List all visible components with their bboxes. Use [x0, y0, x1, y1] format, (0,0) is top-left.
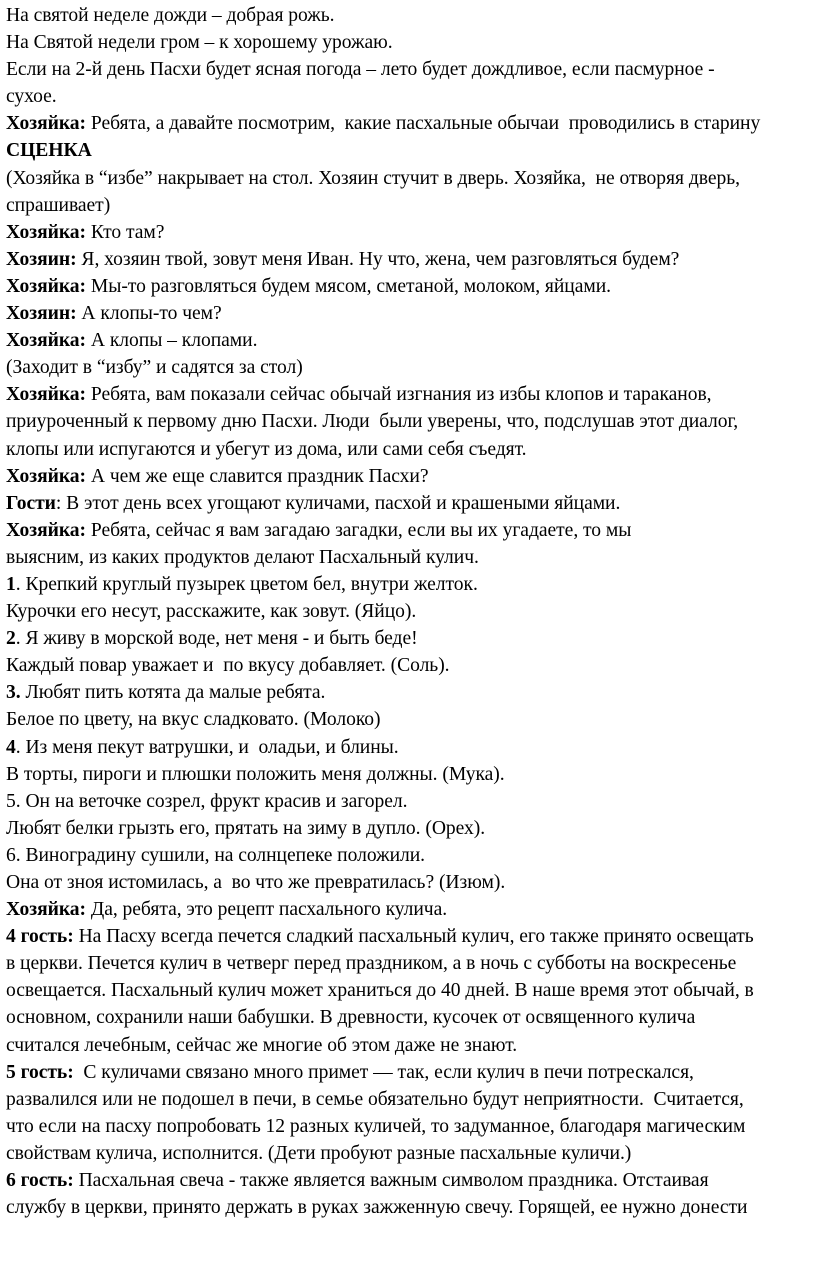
speaker-label: 4 гость: [6, 926, 74, 948]
text-line [6, 1004, 810, 1031]
text-line [6, 815, 810, 842]
speaker-label: Хозяйка: [6, 330, 87, 352]
line-text: : В этот день всех угощают куличами, пасхой и крашеными яйцами. [55, 492, 621, 514]
text-line [6, 137, 810, 164]
line-text: что если на пасху попробовать 12 разных куличей, то задуманное, благодаря магическим [6, 1115, 746, 1137]
text-line [6, 165, 810, 192]
text-line [6, 490, 810, 517]
line-text: Ребята, а давайте посмотрим, какие пасхальные обычаи проводились в старину [86, 113, 761, 135]
line-text: сухое. [6, 86, 57, 108]
text-line [6, 598, 810, 625]
text-line [6, 679, 810, 706]
text-line [6, 517, 810, 544]
speaker-label: Хозяйка: [6, 275, 87, 297]
line-text: Любят пить котята да малые ребята. [20, 682, 326, 704]
speaker-label: Хозяйка: [6, 519, 87, 541]
line-text: свойствам кулича, исполнится. (Дети пробуют разные пасхальные куличи.) [6, 1142, 632, 1164]
text-line [6, 1032, 810, 1059]
line-text: спрашивает) [6, 194, 111, 216]
text-line [6, 950, 810, 977]
line-text: считался лечебным, сейчас же многие об этом даже не знают. [6, 1034, 518, 1056]
line-text: А чем же еще славится праздник Пасхи? [86, 465, 429, 487]
text-line [6, 219, 810, 246]
line-text: Пасхальная свеча - также является важным символом праздника. Отстаивая [73, 1170, 709, 1192]
line-text: Каждый повар уважает и по вкусу добавляет. (Соль). [6, 655, 450, 677]
text-line [6, 652, 810, 679]
speaker-label: 4 [6, 736, 16, 758]
text-line [6, 2, 810, 29]
line-text: выясним, из каких продуктов делают Пасхальный кулич. [6, 546, 479, 568]
line-text: приуроченный к первому дню Пасхи. Люди были уверены, что, подслушав этот диалог, [6, 411, 739, 433]
line-text: клопы или испугаются и убегут из дома, или сами себя съедят. [6, 438, 527, 460]
text-line [6, 408, 810, 435]
speaker-label: 1 [6, 573, 16, 595]
text-line [6, 977, 810, 1004]
text-line [6, 381, 810, 408]
line-text: . Крепкий круглый пузырек цветом бел, внутри желток. [15, 573, 478, 595]
text-line [6, 354, 810, 381]
speaker-label: Хозяйка: [6, 221, 87, 243]
text-line [6, 246, 810, 273]
text-line [6, 734, 810, 761]
text-line [6, 761, 810, 788]
speaker-label: 2 [6, 628, 16, 650]
speaker-label: Хозяйка: [6, 899, 87, 921]
speaker-label: СЦЕНКА [6, 140, 92, 162]
text-line [6, 1059, 810, 1086]
speaker-label: Хозяйка: [6, 465, 87, 487]
line-text: Ребята, вам показали сейчас обычай изгнания из избы клопов и тараканов, [86, 384, 712, 406]
line-text: Ребята, сейчас я вам загадаю загадки, если вы их угадаете, то мы [86, 519, 632, 541]
line-text: (Хозяйка в “избе” накрывает на стол. Хозяин стучит в дверь. Хозяйка, не отворяя дверь, [6, 167, 740, 189]
speaker-label: Хозяин: [6, 248, 77, 270]
text-line [6, 706, 810, 733]
line-text: Белое по цвету, на вкус сладковато. (Молоко) [6, 709, 381, 731]
line-text: Я, хозяин твой, зовут меня Иван. Ну что, жена, чем разговляться будем? [76, 248, 680, 270]
text-line [6, 436, 810, 463]
line-text: . Я живу в морской воде, нет меня - и быть беде! [15, 628, 418, 650]
speaker-label: 6 гость: [6, 1170, 74, 1192]
text-line [6, 29, 810, 56]
line-text: Она от зноя истомилась, а во что же превратилась? (Изюм). [6, 872, 506, 893]
line-text: На Святой недели гром – к хорошему урожаю. [6, 32, 393, 54]
line-text: В торты, пироги и плюшки положить меня должны. (Мука). [6, 763, 505, 785]
speaker-label: Хозяйка: [6, 113, 87, 135]
line-text: Кто там? [86, 221, 165, 243]
text-line [6, 842, 810, 869]
text-line [6, 273, 810, 300]
speaker-label: 5 гость: [6, 1061, 74, 1083]
text-line [6, 869, 810, 896]
line-text: Курочки его несут, расскажите, как зовут. (Яйцо). [6, 601, 417, 623]
line-text: службу в церкви, принято держать в руках зажженную свечу. Горящей, ее нужно донести [6, 1197, 748, 1219]
line-text: С куличами связано много примет — так, если кулич в печи потрескался, [73, 1061, 694, 1083]
text-line [6, 896, 810, 923]
text-line [6, 1113, 810, 1140]
speaker-label: Хозяин: [6, 303, 77, 325]
text-line [6, 571, 810, 598]
speaker-label: 3. [6, 682, 21, 704]
line-text: Любят белки грызть его, прятать на зиму в дупло. (Орех). [6, 817, 486, 839]
line-text: (Заходит в “избу” и садятся за стол) [6, 357, 303, 379]
line-text: 5. Он на веточке созрел, фрукт красив и загорел. [6, 790, 408, 812]
line-text: . Из меня пекут ватрушки, и оладьи, и блины. [15, 736, 399, 758]
text-line [6, 110, 810, 137]
text-line [6, 544, 810, 571]
text-line [6, 463, 810, 490]
text-line [6, 1140, 810, 1167]
line-text: освещается. Пасхальный кулич может храниться до 40 дней. В наше время этот обычай, в [6, 980, 754, 1002]
text-line [6, 327, 810, 354]
line-text: 6. Виноградину сушили, на солнцепеке положили. [6, 844, 426, 866]
line-text: На святой неделе дожди – добрая рожь. [6, 5, 335, 26]
text-line [6, 83, 810, 110]
speaker-label: Гости [6, 492, 56, 514]
text-line [6, 1167, 810, 1194]
line-text: А клопы – клопами. [86, 330, 258, 352]
line-text: На Пасху всегда печется сладкий пасхальный кулич, его также принято освещать [73, 926, 754, 948]
line-text: А клопы-то чем? [76, 303, 222, 325]
line-text: развалился или не подошел в печи, в семье обязательно будут неприятности. Считается, [6, 1088, 744, 1110]
line-text: Мы-то разговляться будем мясом, сметаной, молоком, яйцами. [86, 275, 612, 297]
document-body [6, 2, 810, 1221]
text-line [6, 192, 810, 219]
line-text: Если на 2-й день Пасхи будет ясная погода – лето будет дождливое, если пасмурное - [6, 59, 715, 81]
text-line [6, 1086, 810, 1113]
text-line [6, 56, 810, 83]
text-line [6, 625, 810, 652]
line-text: в церкви. Печется кулич в четверг перед праздником, а в ночь с субботы на воскресенье [6, 953, 737, 975]
text-line [6, 300, 810, 327]
text-line [6, 923, 810, 950]
speaker-label: Хозяйка: [6, 384, 87, 406]
text-line [6, 1194, 810, 1221]
line-text: основном, сохранили наши бабушки. В древности, кусочек от освященного кулича [6, 1007, 696, 1029]
text-line [6, 788, 810, 815]
line-text: Да, ребята, это рецепт пасхального кулича. [86, 899, 448, 921]
